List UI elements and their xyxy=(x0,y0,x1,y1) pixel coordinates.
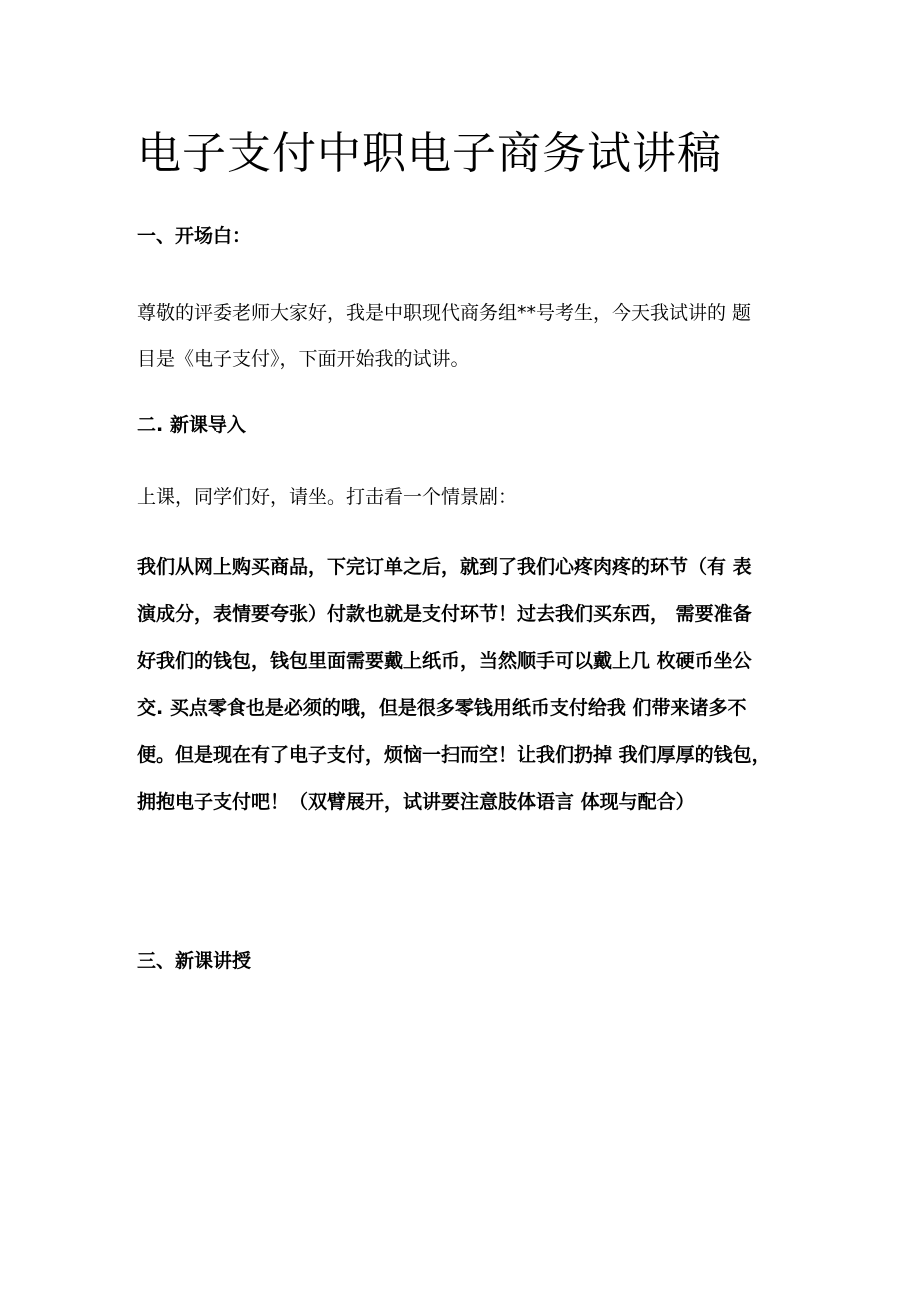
paragraph-line: 拥抱电子支付吧！（双臂展开，试讲要注意肢体语言 体现与配合） xyxy=(137,791,695,813)
intro-scene-paragraph xyxy=(137,552,787,834)
paragraph-line: 演成分，表情要夸张）付款也就是支付环节！过去我们买东西， 需要准备 xyxy=(137,603,752,625)
intro-lead-paragraph xyxy=(137,482,787,512)
section-heading-opening: 一、开场白： xyxy=(137,225,252,247)
section-heading-teaching: 三、新课讲授 xyxy=(137,950,252,972)
paragraph-line: 上课，同学们好，请坐。打击看一个情景剧： xyxy=(137,486,518,508)
paragraph-line: 交. 买点零食也是必须的哦，但是很多零钱用纸币支付给我 们带来诸多不 xyxy=(137,697,747,719)
opening-paragraph xyxy=(137,290,787,382)
document-title: 电子支付中职电子商务试讲稿 xyxy=(137,128,722,179)
paragraph-line: 便。但是现在有了电子支付，烦恼一扫而空！让我们扔掉 我们厚厚的钱包， xyxy=(137,744,771,766)
paragraph-line: 我们从网上购买商品，下完订单之后，就到了我们心疼肉疼的环节（有 表 xyxy=(137,556,752,578)
paragraph-line: 目是《电子支付》，下面开始我的试讲。 xyxy=(137,348,470,370)
paragraph-line: 尊敬的评委老师大家好，我是中职现代商务组**号考生，今天我试讲的 题 xyxy=(137,302,752,324)
paragraph-line: 好我们的钱包，钱包里面需要戴上纸币，当然顺手可以戴上几 枚硬币坐公 xyxy=(137,650,752,672)
section-heading-intro: 二. 新课导入 xyxy=(137,414,246,436)
